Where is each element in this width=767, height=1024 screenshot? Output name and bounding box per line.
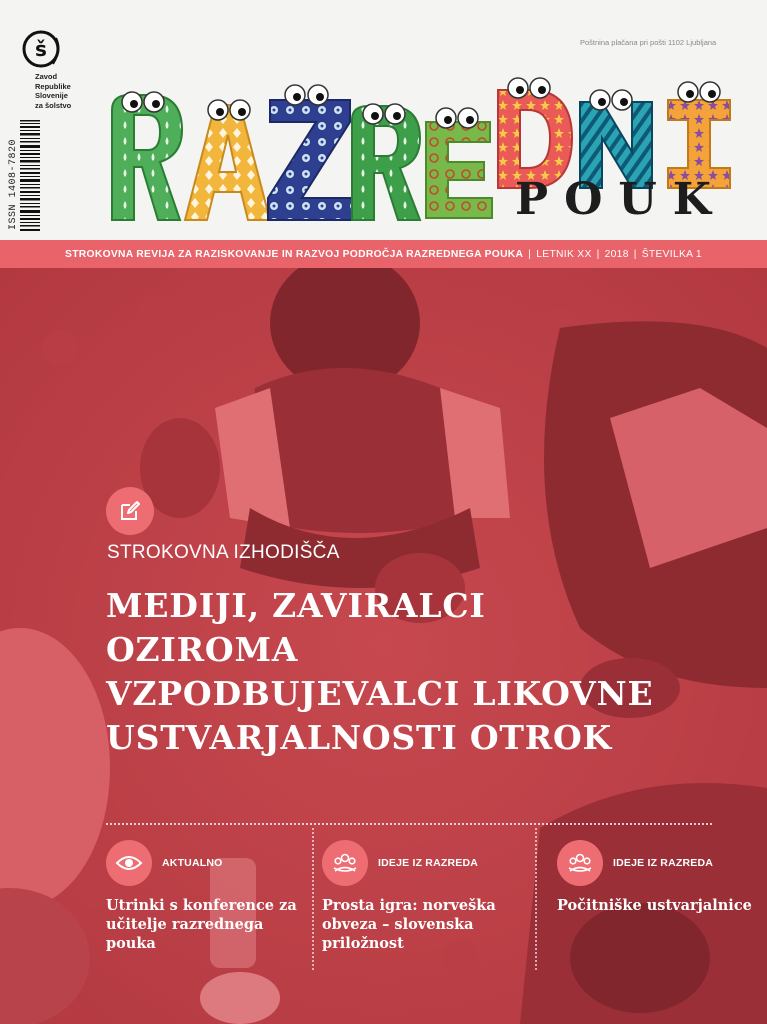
publisher-name-line: Zavod: [35, 72, 58, 81]
letter-d: [498, 78, 572, 188]
year-label: 2018: [604, 248, 629, 260]
feature-headline[interactable]: [106, 584, 746, 760]
dotted-column-divider: [535, 828, 537, 970]
headline-line: USTVARJALNOSTI OTROK: [106, 718, 613, 757]
headline-line: MEDIJI, ZAVIRALCI: [106, 586, 486, 625]
issn-label: [8, 139, 19, 230]
separator: |: [528, 248, 532, 260]
postage-note: Poštnina plačana pri pošti 1102 Ljubljana: [580, 38, 717, 47]
group-icon: [322, 840, 368, 886]
issn-text: ISSN 1408-7820: [8, 138, 19, 230]
publisher-name-line: Republike: [35, 81, 71, 91]
letter-z: [268, 85, 352, 220]
dotted-divider: [106, 823, 712, 825]
barcode-image: [20, 120, 40, 232]
zrss-logo-icon: [20, 28, 62, 70]
publisher-name-line: Slovenije: [35, 91, 68, 100]
separator: |: [596, 248, 600, 260]
teaser-category: IDEJE IZ RAZREDA: [613, 857, 714, 869]
teaser-title: Počitniške ustvarjalnice: [557, 897, 752, 914]
feature-section-label: STROKOVNA IZHODIŠČA: [107, 542, 340, 563]
journal-description: STROKOVNA REVIJA ZA RAZISKOVANJE IN RAZVOJ PODROČJA RAZREDNEGA POUKA: [65, 248, 524, 260]
teaser-category: AKTUALNO: [162, 857, 223, 869]
publisher-name: [35, 72, 71, 110]
letter-r-2: [352, 104, 420, 220]
pencil-edit-icon: [106, 487, 154, 535]
letter-r-1: [112, 92, 182, 220]
cover-header: [0, 0, 767, 240]
eye-icon: [106, 840, 152, 886]
volume-label: LETNIK XX: [536, 248, 592, 260]
masthead-subtitle: POUK: [515, 174, 728, 225]
headline-line: OZIROMA: [106, 630, 299, 669]
publisher-name-line: za šolstvo: [35, 100, 72, 110]
letter-a: [185, 100, 270, 220]
group-icon: [557, 840, 603, 886]
teaser-category: IDEJE IZ RAZREDA: [378, 857, 479, 869]
issue-label: ŠTEVILKA 1: [641, 248, 702, 260]
separator: |: [633, 248, 637, 260]
dotted-column-divider: [312, 828, 314, 970]
teaser-title: Utrinki s konference za učitelje razrednega pouka: [106, 897, 297, 952]
headline-line: VZPODBUJEVALCI LIKOVNE: [106, 674, 654, 713]
letter-e: [426, 108, 492, 218]
info-bar: [0, 240, 767, 268]
letter-i: [668, 82, 730, 188]
teaser-title: Prosta igra: norveška obveza – slovenska priložnost: [322, 897, 496, 952]
logo-letter: š: [35, 37, 47, 61]
